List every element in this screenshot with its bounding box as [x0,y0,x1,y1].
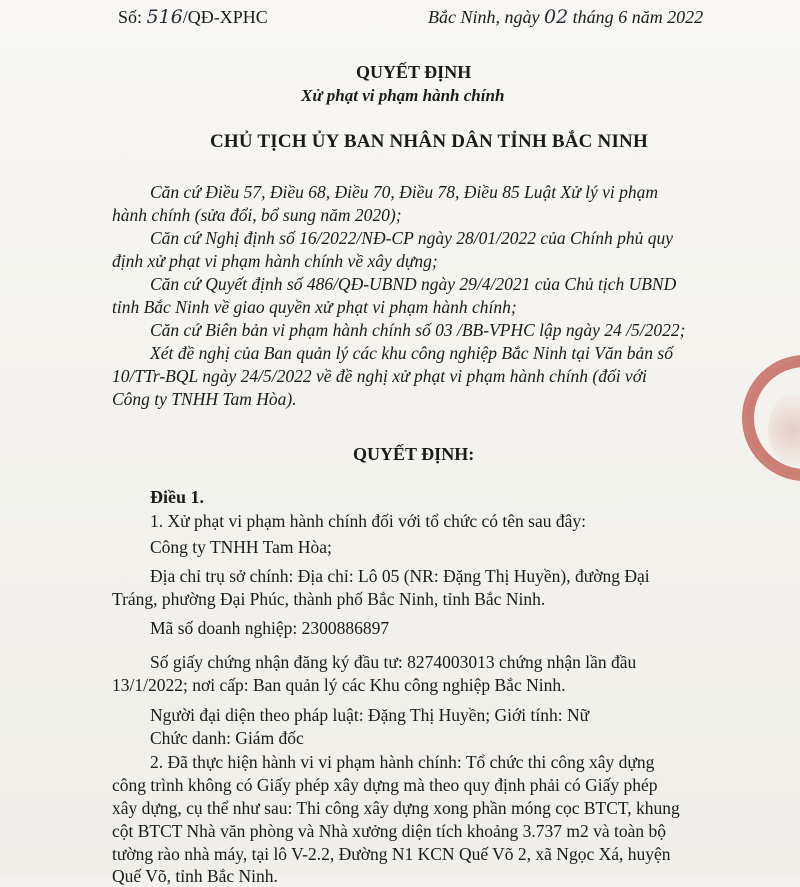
year-text: năm 2022 [631,7,704,27]
month-value: 6 [618,7,628,27]
basis-line: Căn cứ Quyết định số 486/QĐ-UBND ngày 29/4/2021 của Chủ tịch UBND [150,274,677,294]
number-prefix: Số: [118,7,143,27]
article-1-title: Điều 1. [150,487,204,507]
article-line: Người đại diện theo pháp luật: Đặng Thị Huyền; Giới tính: Nữ [150,705,590,725]
article-line: 13/1/2022; nơi cấp: Ban quản lý các Khu công nghiệp Bắc Ninh. [112,675,566,695]
article-line: Số giấy chứng nhận đăng ký đầu tư: 8274003013 chứng nhận lần đầu [150,652,637,672]
article-line: Công ty TNHH Tam Hòa; [150,537,332,557]
article-line: Chức danh: Giám đốc [150,728,304,748]
article-line: xây dựng, cụ thể như sau: Thi công xây dựng xong phần móng cọc BTCT, khung [112,798,680,818]
basis-line: định xử phạt vi phạm hành chính về xây dựng; [112,251,438,271]
article-line: Quế Võ, tỉnh Bắc Ninh. [112,866,278,886]
place-date-prefix: Bắc Ninh, ngày [428,7,540,27]
basis-line: 10/TTr-BQL ngày 24/5/2022 về đề nghị xử phạt vi phạm hành chính (đối với [112,366,647,386]
decision-heading: QUYẾT ĐỊNH: [353,444,475,464]
article-line: Tráng, phường Đại Phúc, thành phố Bắc Ninh, tỉnh Bắc Ninh. [112,589,546,609]
month-label: tháng [572,7,614,27]
number-suffix: /QĐ-XPHC [182,7,268,27]
basis-line: Căn cứ Điều 57, Điều 68, Điều 70, Điều 78, Điều 85 Luật Xử lý vi phạm [150,182,659,202]
document-number [118,6,268,28]
article-line: công trình không có Giấy phép xây dựng mà theo quy định phải có Giấy phép [112,775,658,795]
place-date [428,6,703,28]
authority-title: CHỦ TỊCH ỦY BAN NHÂN DÂN TỈNH BẮC NINH [210,131,648,152]
day-handwritten: 02 [543,6,569,28]
basis-line: Công ty TNHH Tam Hòa). [112,389,297,409]
decision-title: QUYẾT ĐỊNH [356,62,472,82]
decision-subject: Xử phạt vi phạm hành chính [301,86,505,105]
basis-line: Xét đề nghị của Ban quản lý các khu công nghiệp Bắc Ninh tại Văn bản số [150,343,673,363]
article-line: 1. Xử phạt vi phạm hành chính đối với tổ chức có tên sau đây: [150,511,586,531]
article-line: 2. Đã thực hiện hành vi vi phạm hành chính: Tổ chức thi công xây dựng [150,752,655,772]
number-handwritten: 516 [146,6,183,28]
basis-line: tỉnh Bắc Ninh về giao quyền xử phạt vi phạm hành chính; [112,297,517,317]
article-line: Mã số doanh nghiệp: 2300886897 [150,618,390,638]
basis-line: Căn cứ Biên bản vi phạm hành chính số 03 /BB-VPHC lập ngày 24 /5/2022; [150,320,686,340]
article-line: Địa chỉ trụ sở chính: Địa chỉ: Lô 05 (NR: Đặng Thị Huyền), đường Đại [150,566,650,586]
article-line: tường rào nhà máy, tại lô V-2.2, Đường N1 KCN Quế Võ 2, xã Ngọc Xá, huyện [112,844,671,864]
basis-line: hành chính (sửa đổi, bổ sung năm 2020); [112,205,402,225]
article-line: cột BTCT Nhà văn phòng và Nhà xưởng diện tích khoảng 3.737 m2 và toàn bộ [112,821,667,841]
basis-line: Căn cứ Nghị định số 16/2022/NĐ-CP ngày 28/01/2022 của Chính phủ quy [150,228,674,248]
